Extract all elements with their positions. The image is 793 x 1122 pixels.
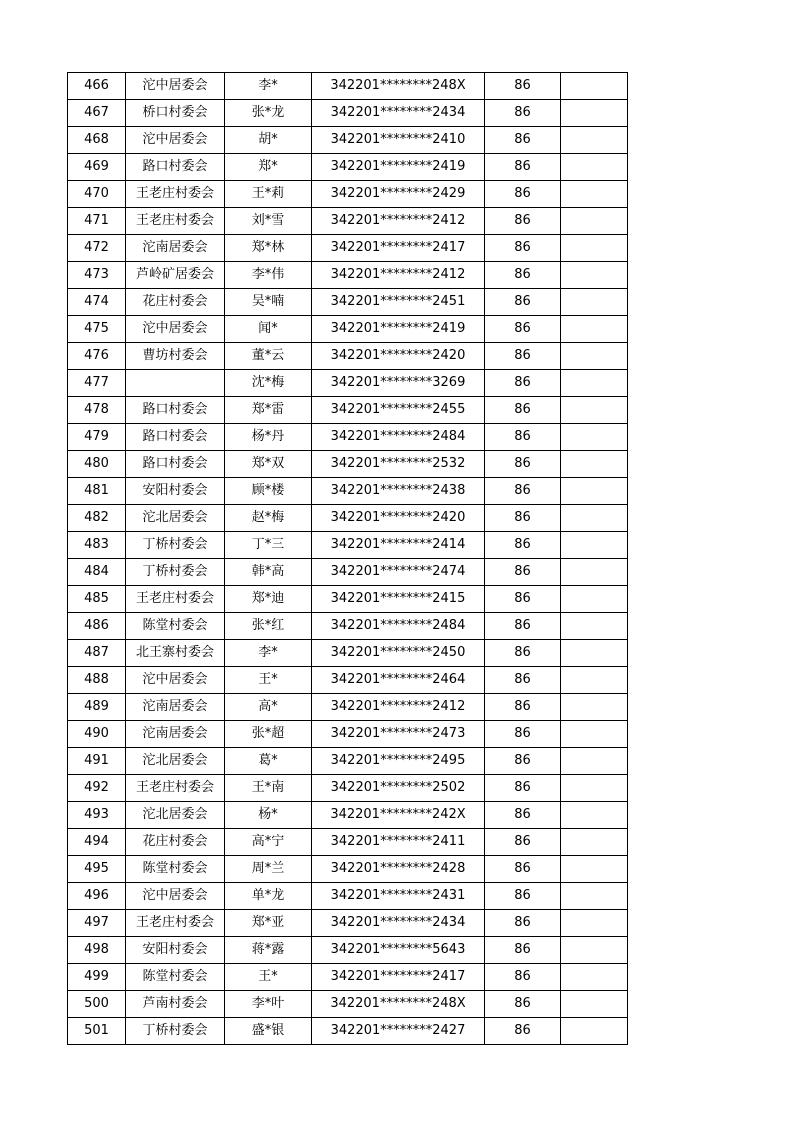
table-row — [68, 829, 628, 856]
row-seq-cell: 481 — [68, 478, 126, 505]
table-row — [68, 775, 628, 802]
row-score-cell: 86 — [485, 802, 561, 829]
table-row — [68, 586, 628, 613]
row-note-cell — [561, 613, 628, 640]
row-seq-cell: 475 — [68, 316, 126, 343]
row-id-cell: 342201********2420 — [312, 343, 485, 370]
row-score-cell: 86 — [485, 991, 561, 1018]
table-row — [68, 343, 628, 370]
row-note-cell — [561, 1018, 628, 1045]
row-note-cell — [561, 478, 628, 505]
row-seq-cell: 500 — [68, 991, 126, 1018]
row-name-cell: 郑*亚 — [225, 910, 312, 937]
row-note-cell — [561, 559, 628, 586]
table-row — [68, 991, 628, 1018]
row-name-cell: 胡* — [225, 127, 312, 154]
row-id-cell: 342201********5643 — [312, 937, 485, 964]
row-note-cell — [561, 154, 628, 181]
row-seq-cell: 498 — [68, 937, 126, 964]
table-row — [68, 694, 628, 721]
row-score-cell: 86 — [485, 721, 561, 748]
row-note-cell — [561, 721, 628, 748]
row-name-cell: 王* — [225, 964, 312, 991]
row-score-cell: 86 — [485, 154, 561, 181]
row-note-cell — [561, 883, 628, 910]
row-unit-cell: 沱北居委会 — [126, 748, 225, 775]
row-id-cell: 342201********2411 — [312, 829, 485, 856]
row-unit-cell: 沱中居委会 — [126, 667, 225, 694]
row-unit-cell: 花庄村委会 — [126, 829, 225, 856]
row-unit-cell — [126, 370, 225, 397]
row-id-cell: 342201********2412 — [312, 694, 485, 721]
row-score-cell: 86 — [485, 667, 561, 694]
row-note-cell — [561, 802, 628, 829]
row-id-cell: 342201********2415 — [312, 586, 485, 613]
table-row — [68, 262, 628, 289]
row-score-cell: 86 — [485, 235, 561, 262]
row-seq-cell: 485 — [68, 586, 126, 613]
table-row — [68, 370, 628, 397]
table-row — [68, 883, 628, 910]
row-id-cell: 342201********2473 — [312, 721, 485, 748]
table-row — [68, 721, 628, 748]
row-id-cell: 342201********2532 — [312, 451, 485, 478]
row-name-cell: 郑*迪 — [225, 586, 312, 613]
row-score-cell: 86 — [485, 316, 561, 343]
row-seq-cell: 490 — [68, 721, 126, 748]
row-name-cell: 高*宁 — [225, 829, 312, 856]
table-row — [68, 451, 628, 478]
row-unit-cell: 安阳村委会 — [126, 478, 225, 505]
row-seq-cell: 497 — [68, 910, 126, 937]
row-seq-cell: 468 — [68, 127, 126, 154]
table-row — [68, 613, 628, 640]
row-id-cell: 342201********2450 — [312, 640, 485, 667]
row-note-cell — [561, 829, 628, 856]
row-id-cell: 342201********2428 — [312, 856, 485, 883]
row-seq-cell: 474 — [68, 289, 126, 316]
row-note-cell — [561, 370, 628, 397]
row-score-cell: 86 — [485, 856, 561, 883]
roster-table — [67, 72, 628, 1045]
row-unit-cell: 丁桥村委会 — [126, 532, 225, 559]
row-id-cell: 342201********2412 — [312, 208, 485, 235]
row-unit-cell: 曹坊村委会 — [126, 343, 225, 370]
row-name-cell: 杨* — [225, 802, 312, 829]
row-note-cell — [561, 289, 628, 316]
row-seq-cell: 478 — [68, 397, 126, 424]
row-score-cell: 86 — [485, 397, 561, 424]
row-score-cell: 86 — [485, 289, 561, 316]
row-seq-cell: 486 — [68, 613, 126, 640]
row-seq-cell: 471 — [68, 208, 126, 235]
row-note-cell — [561, 100, 628, 127]
table-row — [68, 964, 628, 991]
row-name-cell: 韩*高 — [225, 559, 312, 586]
row-note-cell — [561, 451, 628, 478]
row-name-cell: 吴*喃 — [225, 289, 312, 316]
row-score-cell: 86 — [485, 613, 561, 640]
row-note-cell — [561, 694, 628, 721]
row-id-cell: 342201********2434 — [312, 910, 485, 937]
row-score-cell: 86 — [485, 262, 561, 289]
row-name-cell: 葛* — [225, 748, 312, 775]
table-row — [68, 856, 628, 883]
row-score-cell: 86 — [485, 100, 561, 127]
row-unit-cell: 沱中居委会 — [126, 73, 225, 100]
row-unit-cell: 路口村委会 — [126, 154, 225, 181]
row-name-cell: 李* — [225, 640, 312, 667]
table-row — [68, 424, 628, 451]
row-score-cell: 86 — [485, 937, 561, 964]
row-id-cell: 342201********2414 — [312, 532, 485, 559]
row-name-cell: 丁*三 — [225, 532, 312, 559]
table-row — [68, 640, 628, 667]
table-row — [68, 802, 628, 829]
table-row — [68, 127, 628, 154]
row-note-cell — [561, 586, 628, 613]
row-score-cell: 86 — [485, 775, 561, 802]
row-score-cell: 86 — [485, 1018, 561, 1045]
row-id-cell: 342201********2427 — [312, 1018, 485, 1045]
row-name-cell: 杨*丹 — [225, 424, 312, 451]
row-note-cell — [561, 235, 628, 262]
table-row — [68, 505, 628, 532]
row-name-cell: 单*龙 — [225, 883, 312, 910]
table-row — [68, 73, 628, 100]
row-unit-cell: 陈堂村委会 — [126, 613, 225, 640]
row-name-cell: 闻* — [225, 316, 312, 343]
row-score-cell: 86 — [485, 505, 561, 532]
row-note-cell — [561, 397, 628, 424]
row-seq-cell: 492 — [68, 775, 126, 802]
row-name-cell: 张*红 — [225, 613, 312, 640]
row-note-cell — [561, 937, 628, 964]
row-unit-cell: 丁桥村委会 — [126, 559, 225, 586]
table-row — [68, 478, 628, 505]
row-seq-cell: 488 — [68, 667, 126, 694]
row-seq-cell: 476 — [68, 343, 126, 370]
table-row — [68, 316, 628, 343]
row-name-cell: 王* — [225, 667, 312, 694]
row-unit-cell: 沱南居委会 — [126, 235, 225, 262]
row-note-cell — [561, 73, 628, 100]
row-id-cell: 342201********2417 — [312, 964, 485, 991]
row-seq-cell: 473 — [68, 262, 126, 289]
row-score-cell: 86 — [485, 829, 561, 856]
row-name-cell: 周*兰 — [225, 856, 312, 883]
row-unit-cell: 桥口村委会 — [126, 100, 225, 127]
table-row — [68, 748, 628, 775]
row-id-cell: 342201********2495 — [312, 748, 485, 775]
row-unit-cell: 沱南居委会 — [126, 721, 225, 748]
row-name-cell: 郑* — [225, 154, 312, 181]
row-score-cell: 86 — [485, 451, 561, 478]
row-name-cell: 沈*梅 — [225, 370, 312, 397]
row-name-cell: 郑*双 — [225, 451, 312, 478]
row-unit-cell: 路口村委会 — [126, 397, 225, 424]
row-seq-cell: 487 — [68, 640, 126, 667]
row-id-cell: 342201********3269 — [312, 370, 485, 397]
row-note-cell — [561, 532, 628, 559]
table-row — [68, 937, 628, 964]
row-score-cell: 86 — [485, 73, 561, 100]
row-seq-cell: 491 — [68, 748, 126, 775]
row-unit-cell: 沱南居委会 — [126, 694, 225, 721]
row-name-cell: 盛*银 — [225, 1018, 312, 1045]
row-id-cell: 342201********2464 — [312, 667, 485, 694]
row-seq-cell: 469 — [68, 154, 126, 181]
row-unit-cell: 路口村委会 — [126, 424, 225, 451]
row-unit-cell: 陈堂村委会 — [126, 856, 225, 883]
table-row — [68, 289, 628, 316]
row-name-cell: 蒋*露 — [225, 937, 312, 964]
row-score-cell: 86 — [485, 478, 561, 505]
row-seq-cell: 484 — [68, 559, 126, 586]
row-seq-cell: 499 — [68, 964, 126, 991]
row-note-cell — [561, 208, 628, 235]
row-unit-cell: 芦南村委会 — [126, 991, 225, 1018]
table-row — [68, 235, 628, 262]
row-seq-cell: 493 — [68, 802, 126, 829]
row-name-cell: 李*伟 — [225, 262, 312, 289]
row-unit-cell: 王老庄村委会 — [126, 181, 225, 208]
row-seq-cell: 480 — [68, 451, 126, 478]
row-name-cell: 王*南 — [225, 775, 312, 802]
row-unit-cell: 安阳村委会 — [126, 937, 225, 964]
row-name-cell: 郑*雷 — [225, 397, 312, 424]
row-score-cell: 86 — [485, 640, 561, 667]
row-name-cell: 刘*雪 — [225, 208, 312, 235]
row-note-cell — [561, 505, 628, 532]
row-id-cell: 342201********2419 — [312, 154, 485, 181]
row-id-cell: 342201********2451 — [312, 289, 485, 316]
row-note-cell — [561, 262, 628, 289]
row-seq-cell: 495 — [68, 856, 126, 883]
row-score-cell: 86 — [485, 559, 561, 586]
row-score-cell: 86 — [485, 883, 561, 910]
row-unit-cell: 花庄村委会 — [126, 289, 225, 316]
row-note-cell — [561, 127, 628, 154]
row-name-cell: 郑*林 — [225, 235, 312, 262]
row-score-cell: 86 — [485, 424, 561, 451]
row-id-cell: 342201********2484 — [312, 424, 485, 451]
row-note-cell — [561, 181, 628, 208]
row-unit-cell: 王老庄村委会 — [126, 775, 225, 802]
row-note-cell — [561, 424, 628, 451]
row-score-cell: 86 — [485, 748, 561, 775]
roster-table-body — [68, 73, 628, 1045]
table-row — [68, 181, 628, 208]
table-row — [68, 208, 628, 235]
row-id-cell: 342201********2419 — [312, 316, 485, 343]
table-row — [68, 532, 628, 559]
row-unit-cell: 王老庄村委会 — [126, 910, 225, 937]
row-seq-cell: 472 — [68, 235, 126, 262]
row-seq-cell: 482 — [68, 505, 126, 532]
row-unit-cell: 沱北居委会 — [126, 802, 225, 829]
row-name-cell: 顾*楼 — [225, 478, 312, 505]
row-note-cell — [561, 748, 628, 775]
row-id-cell: 342201********242X — [312, 802, 485, 829]
row-id-cell: 342201********248X — [312, 991, 485, 1018]
row-id-cell: 342201********2438 — [312, 478, 485, 505]
row-name-cell: 赵*梅 — [225, 505, 312, 532]
row-unit-cell: 路口村委会 — [126, 451, 225, 478]
row-seq-cell: 467 — [68, 100, 126, 127]
row-score-cell: 86 — [485, 208, 561, 235]
table-row — [68, 559, 628, 586]
row-note-cell — [561, 343, 628, 370]
row-id-cell: 342201********2420 — [312, 505, 485, 532]
row-note-cell — [561, 964, 628, 991]
row-name-cell: 李* — [225, 73, 312, 100]
row-seq-cell: 466 — [68, 73, 126, 100]
row-score-cell: 86 — [485, 586, 561, 613]
row-score-cell: 86 — [485, 370, 561, 397]
row-name-cell: 董*云 — [225, 343, 312, 370]
row-note-cell — [561, 667, 628, 694]
row-score-cell: 86 — [485, 343, 561, 370]
row-note-cell — [561, 910, 628, 937]
row-score-cell: 86 — [485, 532, 561, 559]
row-seq-cell: 483 — [68, 532, 126, 559]
row-id-cell: 342201********2434 — [312, 100, 485, 127]
row-note-cell — [561, 640, 628, 667]
table-row — [68, 667, 628, 694]
table-row — [68, 910, 628, 937]
row-unit-cell: 沱中居委会 — [126, 316, 225, 343]
row-id-cell: 342201********2417 — [312, 235, 485, 262]
row-id-cell: 342201********2429 — [312, 181, 485, 208]
row-note-cell — [561, 856, 628, 883]
row-unit-cell: 沱北居委会 — [126, 505, 225, 532]
row-seq-cell: 501 — [68, 1018, 126, 1045]
row-name-cell: 张*超 — [225, 721, 312, 748]
row-seq-cell: 479 — [68, 424, 126, 451]
row-id-cell: 342201********2410 — [312, 127, 485, 154]
row-unit-cell: 王老庄村委会 — [126, 586, 225, 613]
row-score-cell: 86 — [485, 910, 561, 937]
row-unit-cell: 沱中居委会 — [126, 127, 225, 154]
row-score-cell: 86 — [485, 181, 561, 208]
row-name-cell: 张*龙 — [225, 100, 312, 127]
row-note-cell — [561, 991, 628, 1018]
row-name-cell: 高* — [225, 694, 312, 721]
row-unit-cell: 芦岭矿居委会 — [126, 262, 225, 289]
row-id-cell: 342201********2412 — [312, 262, 485, 289]
row-id-cell: 342201********248X — [312, 73, 485, 100]
row-name-cell: 王*莉 — [225, 181, 312, 208]
row-id-cell: 342201********2502 — [312, 775, 485, 802]
row-id-cell: 342201********2431 — [312, 883, 485, 910]
row-unit-cell: 丁桥村委会 — [126, 1018, 225, 1045]
table-row — [68, 100, 628, 127]
table-row — [68, 1018, 628, 1045]
row-name-cell: 李*叶 — [225, 991, 312, 1018]
row-note-cell — [561, 775, 628, 802]
row-seq-cell: 496 — [68, 883, 126, 910]
row-note-cell — [561, 316, 628, 343]
row-seq-cell: 470 — [68, 181, 126, 208]
row-seq-cell: 494 — [68, 829, 126, 856]
table-row — [68, 154, 628, 181]
row-score-cell: 86 — [485, 964, 561, 991]
row-unit-cell: 王老庄村委会 — [126, 208, 225, 235]
row-unit-cell: 陈堂村委会 — [126, 964, 225, 991]
row-score-cell: 86 — [485, 127, 561, 154]
row-seq-cell: 489 — [68, 694, 126, 721]
row-unit-cell: 沱中居委会 — [126, 883, 225, 910]
row-unit-cell: 北王寨村委会 — [126, 640, 225, 667]
row-score-cell: 86 — [485, 694, 561, 721]
table-row — [68, 397, 628, 424]
row-id-cell: 342201********2484 — [312, 613, 485, 640]
row-id-cell: 342201********2455 — [312, 397, 485, 424]
row-seq-cell: 477 — [68, 370, 126, 397]
row-id-cell: 342201********2474 — [312, 559, 485, 586]
